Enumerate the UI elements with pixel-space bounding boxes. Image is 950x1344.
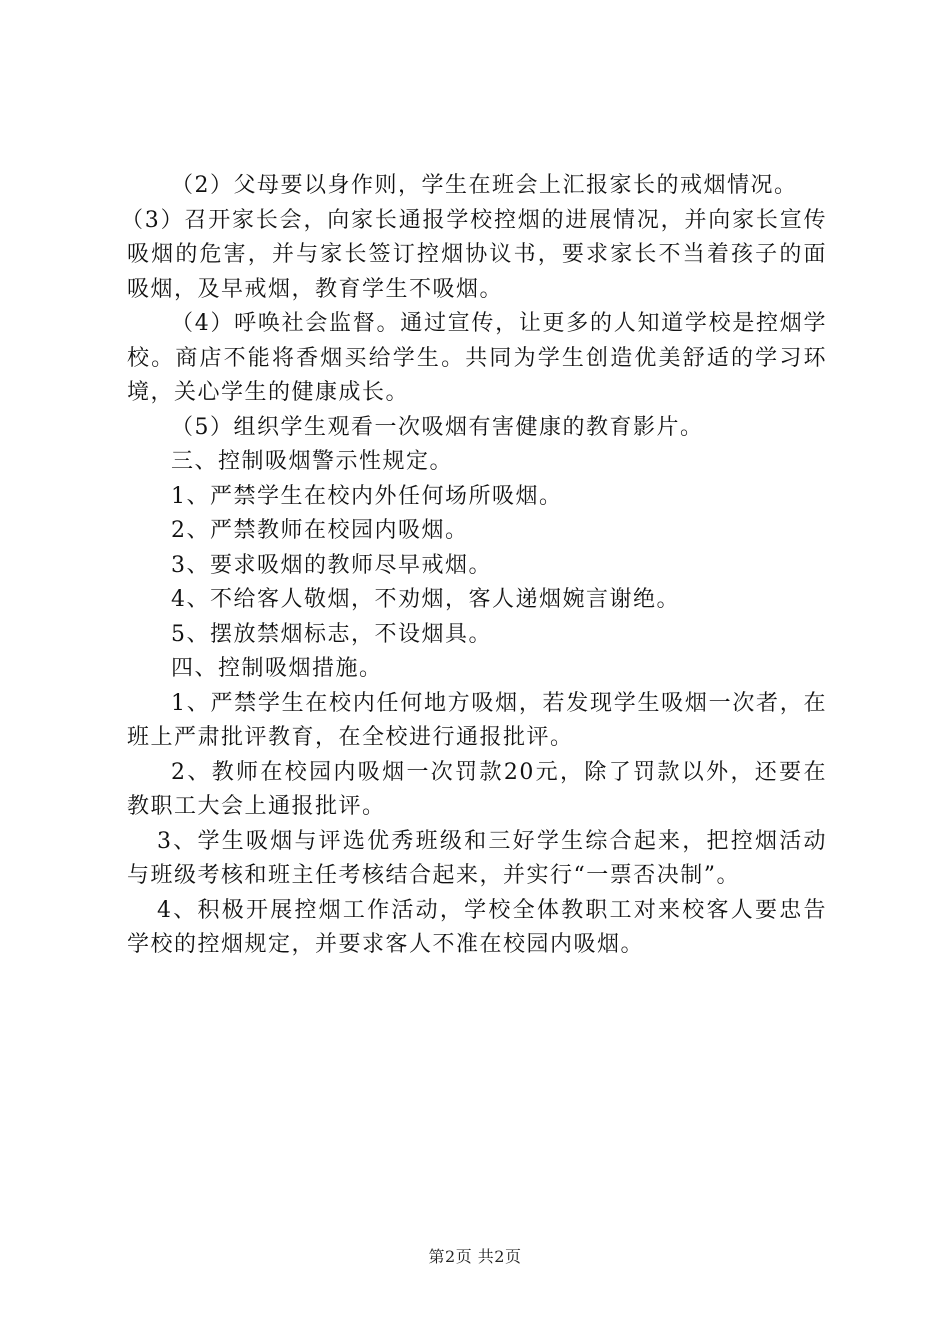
page-footer: 第2页 共2页 (428, 1247, 522, 1266)
rule-item-4: 4、不给客人敬烟，不劝烟，客人递烟婉言谢绝。 (171, 587, 680, 612)
paragraph-social-supervision: （4）呼唤社会监督。通过宣传，让更多的人知道学校是控烟学校。商店不能将香烟买给学生。共同为学生创造优美舒适的学习环境，关心学生的健康成长。 (127, 311, 827, 405)
measure-item-4: 4、积极开展控烟工作活动，学校全体教职工对来校客人要忠告学校的控烟规定，并要求客人不准在校园内吸烟。 (127, 897, 827, 957)
rule-item-5: 5、摆放禁烟标志，不设烟具。 (171, 621, 492, 647)
rule-item-2: 2、严禁教师在校园内吸烟。 (171, 518, 469, 543)
rule-item-3: 3、要求吸烟的教师尽早戒烟。 (171, 552, 492, 578)
measure-item-3: 3、学生吸烟与评选优秀班级和三好学生综合起来，把控烟活动与班级考核和班主任考核结合起来，并实行“一票否决制”。 (127, 828, 827, 888)
section-heading-measures: 四、控制吸烟措施。 (171, 656, 383, 681)
paragraph-parent-example: （2）父母要以身作则，学生在班会上汇报家长的戒烟情况。 (171, 173, 798, 198)
document-body (121, 169, 827, 963)
paragraph-parents-meeting: （3）召开家长会，向家长通报学校控烟的进展情况，并向家长宣传吸烟的危害，并与家长签订控烟协议书，要求家长不当着孩子的面吸烟，及早戒烟，教育学生不吸烟。 (121, 207, 827, 302)
paragraph-education-film: （5）组织学生观看一次吸烟有害健康的教育影片。 (171, 414, 704, 440)
rule-item-1: 1、严禁学生在校内外任何场所吸烟。 (171, 483, 563, 509)
measure-item-2: 2、教师在校园内吸烟一次罚款20元，除了罚款以外，还要在教职工大会上通报批评。 (127, 759, 827, 819)
measure-item-1: 1、严禁学生在校内任何地方吸烟，若发现学生吸烟一次者，在班上严肃批评教育，在全校进行通报批评。 (127, 690, 827, 750)
section-heading-warning-rules: 三、控制吸烟警示性规定。 (171, 449, 454, 474)
